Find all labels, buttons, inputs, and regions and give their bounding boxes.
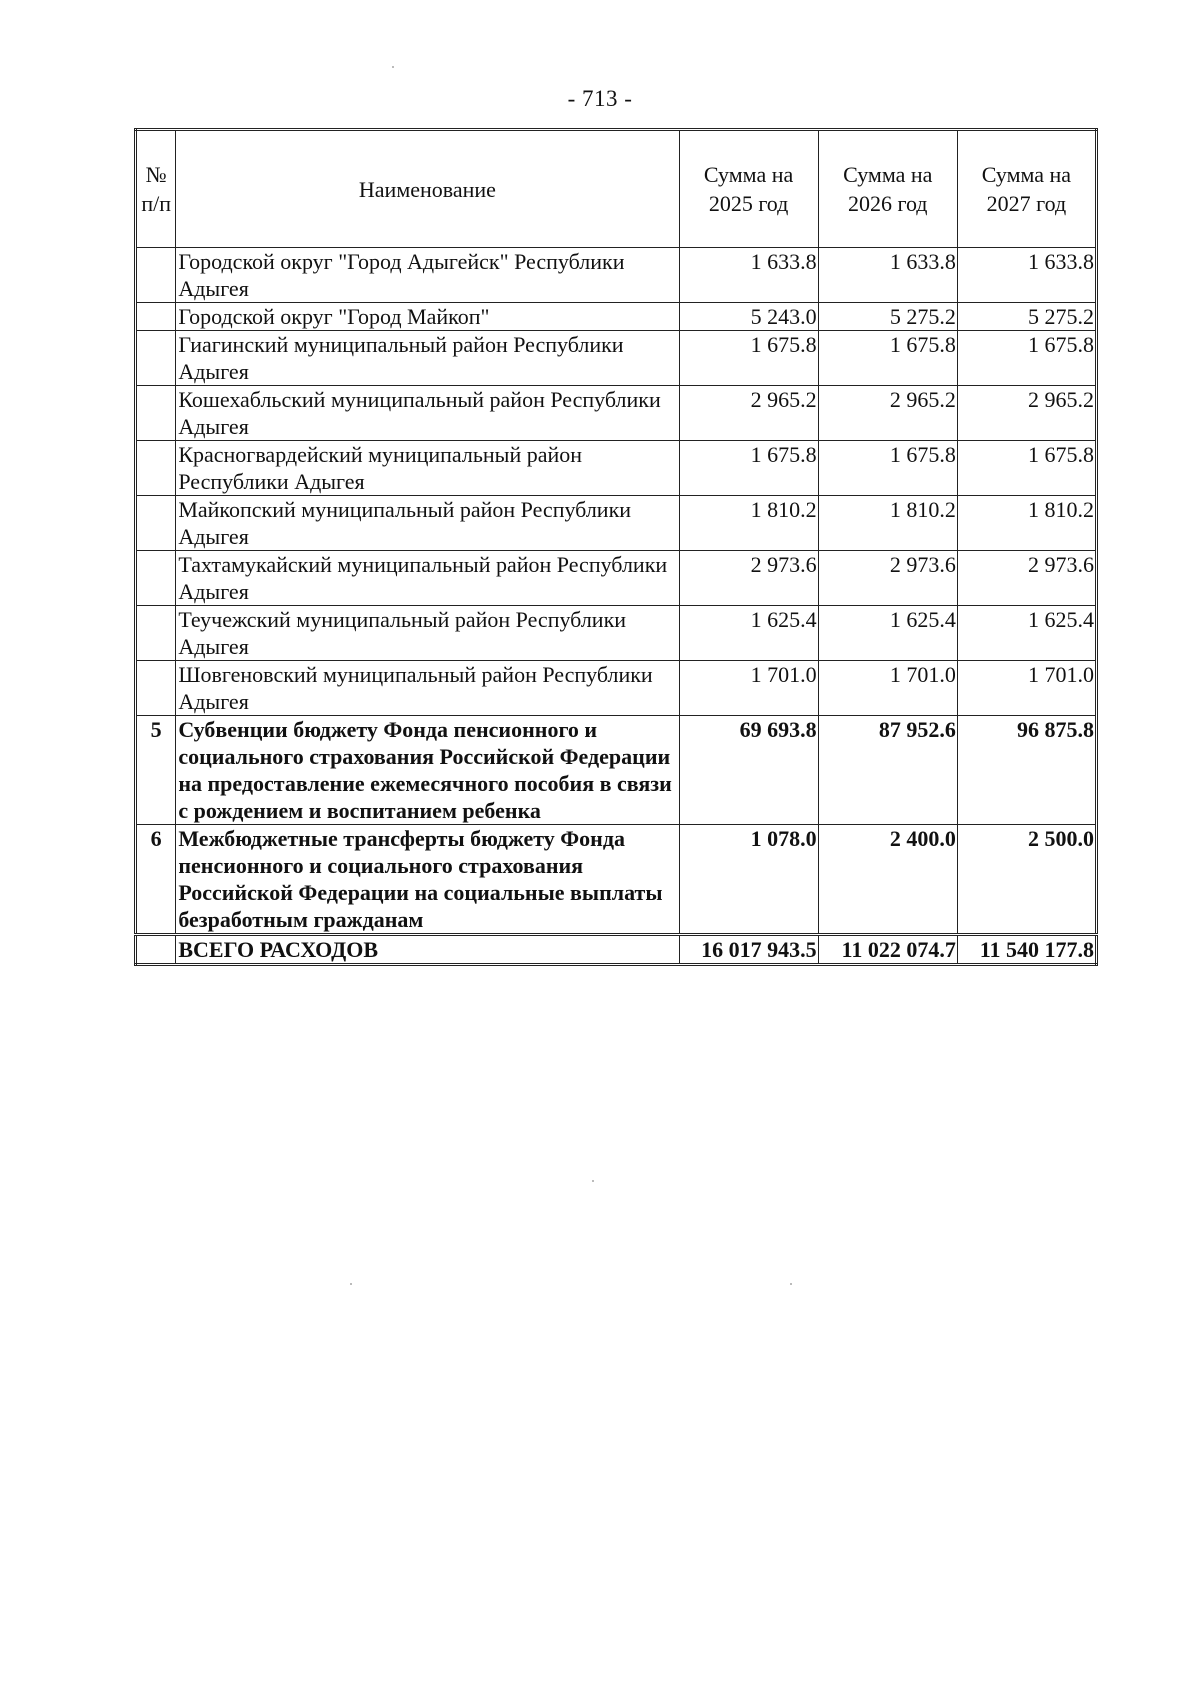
row-value-2027: 5 275.2	[957, 303, 1096, 331]
row-num	[136, 331, 176, 386]
row-value-2025: 2 965.2	[679, 386, 818, 441]
row-value-2026: 1 675.8	[818, 331, 957, 386]
row-value-2027: 1 701.0	[957, 661, 1096, 716]
row-value-2026: 2 400.0	[818, 825, 957, 935]
row-num	[136, 551, 176, 606]
header-sum-2027: Сумма на 2027 год	[957, 130, 1096, 248]
row-value-2025: 5 243.0	[679, 303, 818, 331]
row-value-2026: 1 810.2	[818, 496, 957, 551]
row-value-2025: 69 693.8	[679, 716, 818, 825]
row-value-2027: 1 675.8	[957, 441, 1096, 496]
row-num	[136, 386, 176, 441]
row-num	[136, 496, 176, 551]
total-value-2026: 11 022 074.7	[818, 935, 957, 965]
row-name: Теучежский муниципальный район Республики Адыгея	[176, 606, 679, 661]
total-label: ВСЕГО РАСХОДОВ	[176, 935, 679, 965]
row-value-2027: 2 500.0	[957, 825, 1096, 935]
row-value-2026: 1 701.0	[818, 661, 957, 716]
row-value-2027: 96 875.8	[957, 716, 1096, 825]
row-value-2027: 2 973.6	[957, 551, 1096, 606]
row-num	[136, 606, 176, 661]
row-value-2026: 87 952.6	[818, 716, 957, 825]
row-name: Кошехабльский муниципальный район Республики Адыгея	[176, 386, 679, 441]
table-row	[136, 496, 1097, 551]
row-name: Шовгеновский муниципальный район Республики Адыгея	[176, 661, 679, 716]
row-value-2027: 1 810.2	[957, 496, 1096, 551]
scan-speck	[392, 66, 394, 68]
row-value-2025: 1 675.8	[679, 441, 818, 496]
row-value-2025: 1 625.4	[679, 606, 818, 661]
row-value-2026: 1 675.8	[818, 441, 957, 496]
row-value-2025: 1 675.8	[679, 331, 818, 386]
table-row	[136, 303, 1097, 331]
row-name: Межбюджетные трансферты бюджету Фонда пенсионного и социального страхования Российской Федерации на социальные выплаты безработным гражданам	[176, 825, 679, 935]
row-name: Субвенции бюджету Фонда пенсионного и социального страхования Российской Федерации на предоставление ежемесячного пособия в связи с рождением и воспитанием ребенка	[176, 716, 679, 825]
header-sum-2025: Сумма на 2025 год	[679, 130, 818, 248]
scan-speck	[592, 1180, 594, 1182]
row-value-2027: 1 633.8	[957, 248, 1096, 303]
header-sum-2026: Сумма на 2026 год	[818, 130, 957, 248]
page-number: - 713 -	[567, 86, 633, 111]
row-value-2025: 1 078.0	[679, 825, 818, 935]
row-num	[136, 303, 176, 331]
table-header-row	[136, 130, 1097, 248]
row-num: 6	[136, 825, 176, 935]
row-value-2025: 2 973.6	[679, 551, 818, 606]
table-row	[136, 661, 1097, 716]
row-name: Майкопский муниципальный район Республики Адыгея	[176, 496, 679, 551]
header-num: № п/п	[136, 130, 176, 248]
row-num: 5	[136, 716, 176, 825]
total-value-2027: 11 540 177.8	[957, 935, 1096, 965]
row-name: Тахтамукайский муниципальный район Республики Адыгея	[176, 551, 679, 606]
row-name: Гиагинский муниципальный район Республики Адыгея	[176, 331, 679, 386]
scan-speck	[350, 1283, 352, 1285]
row-num	[136, 661, 176, 716]
row-value-2026: 1 625.4	[818, 606, 957, 661]
row-value-2027: 1 675.8	[957, 331, 1096, 386]
table-row	[136, 825, 1097, 935]
row-num	[136, 441, 176, 496]
row-name: Красногвардейский муниципальный район Республики Адыгея	[176, 441, 679, 496]
row-value-2027: 1 625.4	[957, 606, 1096, 661]
row-value-2026: 2 965.2	[818, 386, 957, 441]
row-name: Городской округ "Город Адыгейск" Республики Адыгея	[176, 248, 679, 303]
table-row	[136, 716, 1097, 825]
header-name: Наименование	[176, 130, 679, 248]
table-row	[136, 441, 1097, 496]
total-num	[136, 935, 176, 965]
row-value-2026: 1 633.8	[818, 248, 957, 303]
table-row	[136, 551, 1097, 606]
table-row	[136, 386, 1097, 441]
row-value-2025: 1 810.2	[679, 496, 818, 551]
row-value-2026: 2 973.6	[818, 551, 957, 606]
row-value-2026: 5 275.2	[818, 303, 957, 331]
total-row	[136, 935, 1097, 965]
row-num	[136, 248, 176, 303]
row-value-2025: 1 701.0	[679, 661, 818, 716]
budget-table	[134, 128, 1098, 966]
table-row	[136, 248, 1097, 303]
row-value-2027: 2 965.2	[957, 386, 1096, 441]
table-row	[136, 331, 1097, 386]
table-row	[136, 606, 1097, 661]
total-value-2025: 16 017 943.5	[679, 935, 818, 965]
row-value-2025: 1 633.8	[679, 248, 818, 303]
row-name: Городской округ "Город Майкоп"	[176, 303, 679, 331]
scan-speck	[790, 1283, 792, 1285]
